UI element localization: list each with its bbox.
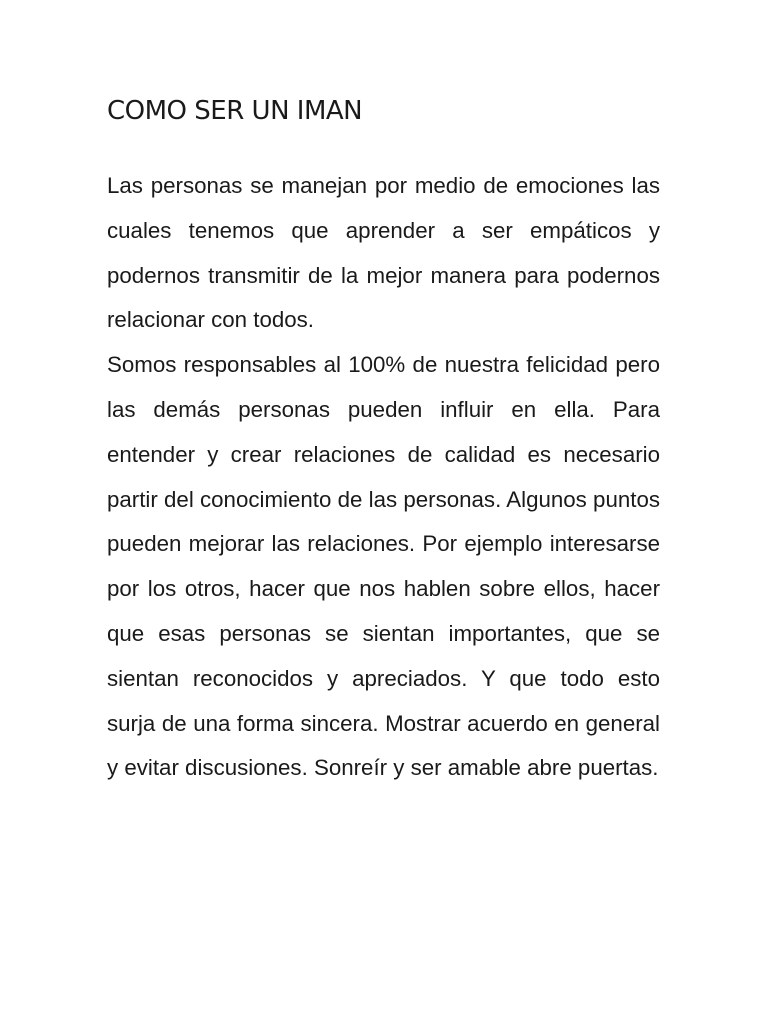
document-body xyxy=(107,164,660,791)
paragraph-emotions: Las personas se manejan por medio de emociones las cuales tenemos que aprender a ser empáticos y podernos transmitir de la mejor manera para podernos relacionar con todos. xyxy=(107,173,660,333)
paragraph-relationships: Somos responsables al 100% de nuestra felicidad pero las demás personas pueden influir en ella. Para entender y crear relaciones de calidad es necesario partir del conocimiento de las personas. Algunos puntos pueden mejorar las relaciones. Por ejemplo interesarse por los otros, hacer que nos hablen sobre ellos, hacer que esas personas se sientan importantes, que se sientan reconocidos y apreciados. Y que todo esto surja de una forma sincera. Mostrar acuerdo en general y evitar discusiones. Sonreír y ser amable abre puertas. xyxy=(107,352,660,781)
document-title: COMO SER UN IMAN xyxy=(107,96,363,126)
